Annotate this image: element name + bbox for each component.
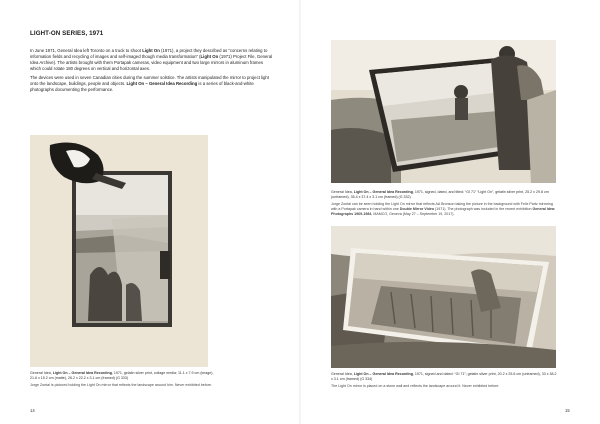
caption-right-bottom-note: The Light On mirror is placed on a stone wall and reflects the landscape around it. Never exhibited before. [331,383,500,388]
photo-mirror-held-by-hand [30,135,208,367]
caption-left-note: Jorge Zontal is pictured holding the Light On mirror that reflects the landscape around him. Never exhibited before. [30,382,212,387]
caption-right-top-note: Jorge Zontal can be seen holding the Light On mirror that reflects AA Bronson taking the picture in the background with Felix Partz mirroring with a Portapak camera in hand within one Double Mirror Video (1971). The photograph was included in the recent exhibition General Idea: Photographs 1969-1984, MAMCO, Geneva (May 27 – September 19, 2017). [331,201,556,216]
intro-text [30,48,275,96]
caption-left [30,371,215,388]
page-number-left: 14 [30,408,35,413]
intro-paragraph-1: In June 1971, General Idea left Toronto on a truck to shoot Light On (1971), a project they described as “concerns relating to information fields and recycling of images and self-imaged though media transformation” (Light On (1971) Project File, General Idea Archive). The artists brought with them Portapak cameras, video equipment and two large mirrors in aluminum frames which could rotate 180 degrees on vertical and horizontal axes. [30,48,273,72]
page-number-right: 15 [565,408,570,413]
photo-mirror-on-stone-wall [331,226,556,368]
page-fold [299,0,301,424]
caption-right-bottom-credit: General Idea, Light On – General Idea Recording, 1971, signed and dated: “GI 71”; gelatin silver print, 20.2 x 25.6 cm (unframed), 33 x 38.2 x 3.1 cm (framed) (G 334) [331,372,557,381]
photo-mirror-with-artists [331,40,556,183]
intro-paragraph-2: The devices were used in seven Canadian cities during the summer solstice. The artists manipulated the mirror to project light onto the landscape, buildings, people and objects. Light On – General Idea Recording is a series of black-and-white photographs documenting the performance. [30,74,269,93]
caption-left-credit: General Idea, Light On – General Idea Recording, 1971, gelatin silver print, collage media; 11.1 x 7.9 cm (image), 21.6 x 15.2 cm (matte), 26.2 x 22.2 x 3.1 cm (framed) (G 333) [30,371,214,380]
caption-right-top-credit: General Idea, Light On – General Idea Recording, 1971, signed, dated, and titled: “GI 71” “Light On”, gelatin silver print, 25.2 x 29.8 cm (unframed), 35.4 x 37.4 x 3.1 cm (framed) (G 332) [331,190,549,199]
caption-right-top [331,190,557,217]
page-heading: LIGHT-ON SERIES, 1971 [30,30,104,37]
caption-right-bottom [331,372,557,389]
